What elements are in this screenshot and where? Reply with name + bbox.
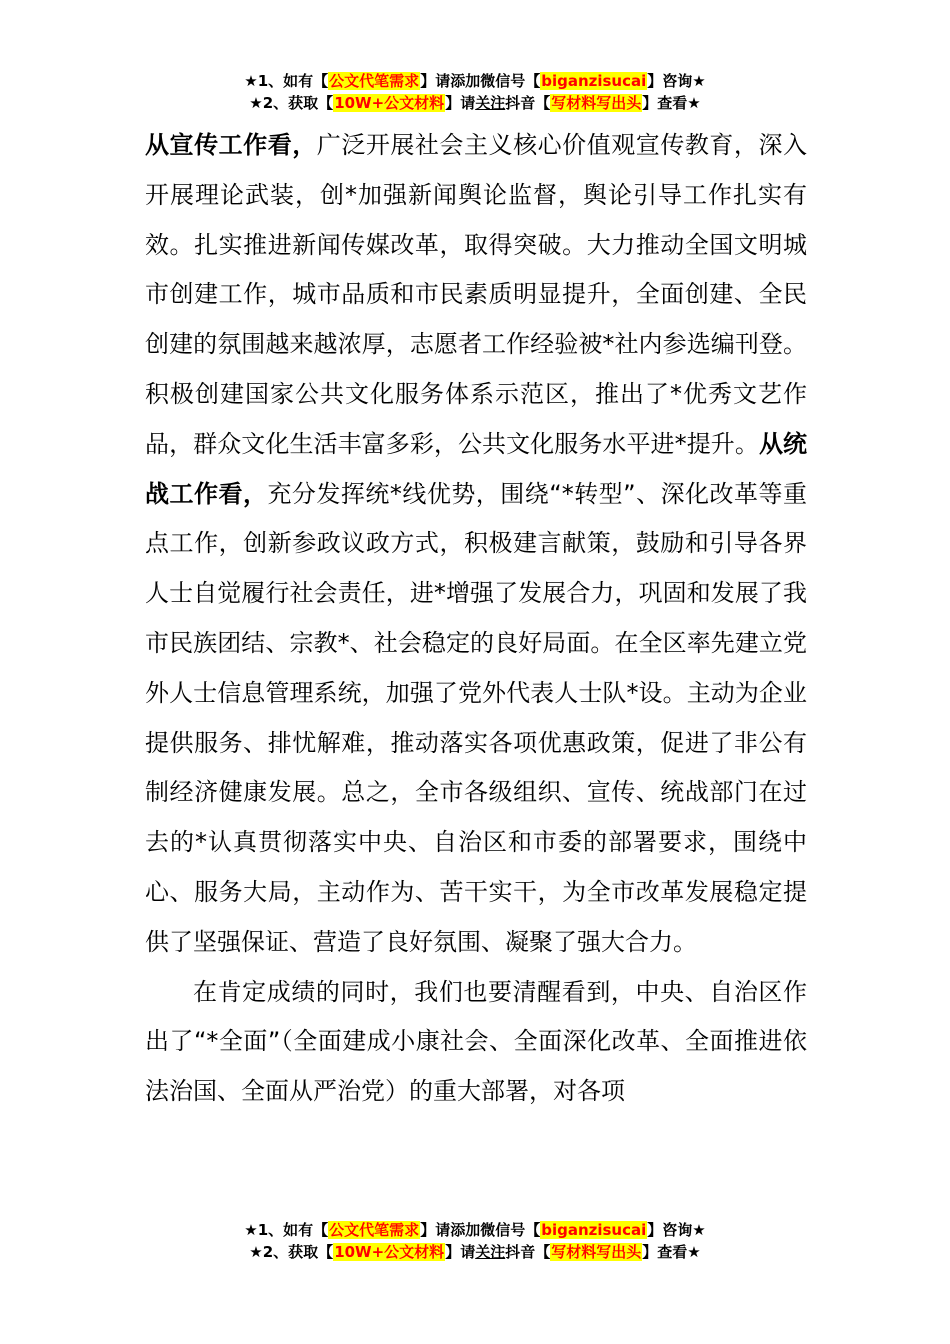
document-body [145, 121, 807, 1117]
paragraph-lead-united-front: 从统战工作看， [145, 429, 808, 508]
footer-line-2: ★2、获取【10W+公文材料】请关注抖音【写材料写出头】查看★ [249, 1243, 701, 1261]
header-highlight-wechat-id: biganzisucai [541, 72, 647, 90]
header-line-2: ★2、获取【10W+公文材料】请关注抖音【写材料写出头】查看★ [249, 94, 701, 112]
header-highlight-writing-service: 公文代笔需求 [329, 72, 420, 90]
paragraph-lead-publicity: 从宣传工作看， [145, 131, 317, 159]
paragraph-1 [145, 121, 807, 968]
header-banner [0, 70, 950, 114]
footer-highlight-materials: 10W+公文材料 [334, 1243, 445, 1261]
footer-banner [0, 1219, 950, 1263]
header-highlight-materials: 10W+公文材料 [334, 94, 445, 112]
footer-highlight-wechat-id: biganzisucai [541, 1221, 647, 1239]
footer-line-1: ★1、如有【公文代笔需求】请添加微信号【biganzisucai】咨询★ [244, 1221, 706, 1239]
footer-highlight-douyin-account: 写材料写出头 [551, 1243, 642, 1261]
header-follow-text: 关注 [475, 94, 506, 112]
footer-highlight-writing-service: 公文代笔需求 [329, 1221, 420, 1239]
paragraph-text-united-front: 充分发挥统*线优势，围绕“*转型”、深化改革等重点工作，创新参政议政方式，积极建言献策，鼓励和引导各界人士自觉履行社会责任，进*增强了发展合力，巩固和发展了我市民族团结、宗教*、社会稳定的良好局面。在全区率先建立党外人士信息管理系统，加强了党外代表人士队*设。主动为企业提供服务、排忧解难，推动落实各项优惠政策，促进了非公有制经济健康发展。总之，全市各级组织、宣传、统战部门在过去的*认真贯彻落实中央、自治区和市委的部署要求，围绕中心、服务大局，主动作为、苦干实干，为全市改革发展稳定提供了坚强保证、营造了良好氛围、凝聚了强大合力。 [145, 479, 807, 956]
footer-follow-text: 关注 [475, 1243, 506, 1261]
header-line-1: ★1、如有【公文代笔需求】请添加微信号【biganzisucai】咨询★ [244, 72, 706, 90]
header-highlight-douyin-account: 写材料写出头 [551, 94, 642, 112]
paragraph-text-publicity: 广泛开展社会主义核心价值观宣传教育，深入开展理论武装，创*加强新闻舆论监督，舆论引导工作扎实有效。扎实推进新闻传媒改革，取得突破。大力推动全国文明城市创建工作，城市品质和市民素质明显提升，全面创建、全民创建的氛围越来越浓厚，志愿者工作经验被*社内参选编刊登。积极创建国家公共文化服务体系示范区，推出了*优秀文艺作品，群众文化生活丰富多彩，公共文化服务水平进*提升。 [145, 131, 808, 458]
paragraph-2: 在肯定成绩的同时，我们也要清醒看到，中央、自治区作出了“*全面”（全面建成小康社会、全面深化改革、全面推进依法治国、全面从严治党）的重大部署，对各项 [145, 977, 807, 1106]
